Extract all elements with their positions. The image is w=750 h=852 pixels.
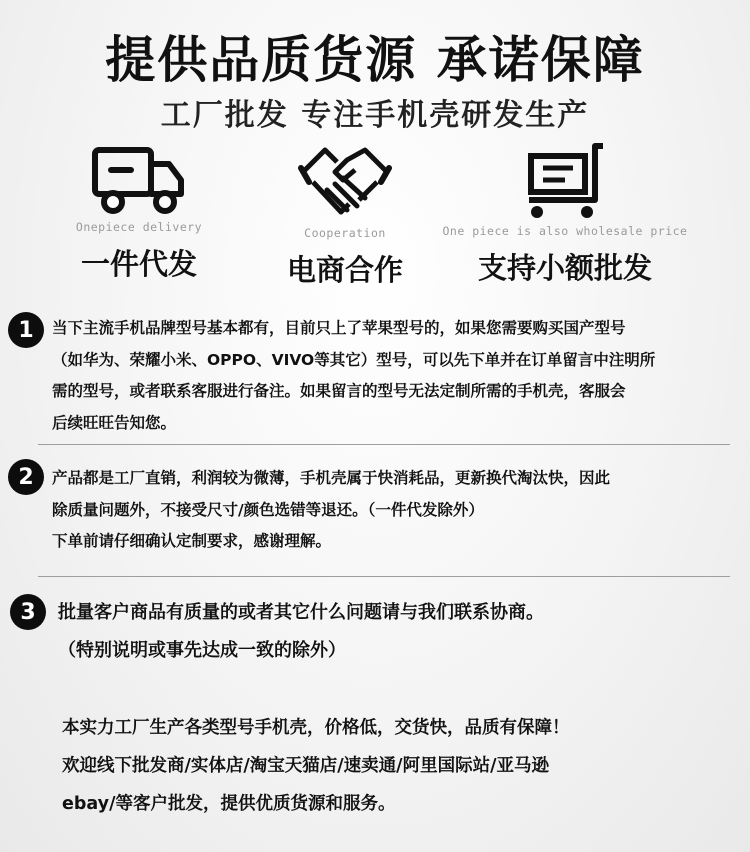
feature-cn-label: 电商合作	[286, 253, 403, 287]
closing-line: 欢迎线下批发商/实体店/淘宝天猫店/速卖通/阿里国际站/亚马逊	[62, 756, 549, 776]
notice-line: 产品都是工厂直销，利润较为微薄，手机壳属于快消耗品，更新换代淘汰快，因此	[52, 469, 611, 487]
closing-line: ebay/等客户批发，提供优质货源和服务。	[62, 794, 396, 814]
notice-line: 需的型号，或者联系客服进行备注。如果留言的型号无法定制所需的手机壳，客服会	[52, 382, 626, 400]
notice-3-text	[58, 594, 748, 670]
closing-line: 本实力工厂生产各类型号手机壳，价格低，交货快，品质有保障！	[62, 718, 570, 738]
notice-line: （特别说明或事先达成一致的除外）	[58, 640, 346, 661]
feature-wholesale	[440, 142, 690, 287]
cart-icon	[517, 142, 613, 222]
truck-icon	[91, 142, 187, 218]
feature-en-label: Onepiece delivery	[75, 220, 203, 234]
feature-en-label: Cooperation	[304, 226, 386, 240]
page-subtitle: 工厂批发 专注手机壳研发生产	[160, 98, 590, 133]
closing-text	[62, 709, 732, 823]
notice-line: 下单前请仔细确认定制要求，感谢理解。	[52, 532, 332, 550]
divider	[38, 576, 730, 577]
notice-line: （如华为、荣耀小米、OPPO、VIVO等其它）型号，可以先下单并在订单留言中注明所	[52, 350, 656, 369]
feature-en-label: One piece is also wholesale price	[442, 224, 688, 238]
notice-1-text	[52, 313, 742, 439]
notice-number-badge: 2	[8, 459, 44, 495]
notice-number-badge: 3	[10, 594, 46, 630]
notice-line: 当下主流手机品牌型号基本都有，目前只上了苹果型号的，如果您需要购买国产型号	[52, 319, 626, 337]
notice-number-badge: 1	[8, 312, 44, 348]
notice-2-text	[52, 463, 742, 558]
notice-line: 除质量问题外，不接受尺寸/颜色选错等退还。（一件代发除外）	[52, 500, 484, 519]
handshake-icon	[297, 142, 393, 224]
notice-line: 批量客户商品有质量的或者其它什么问题请与我们联系协商。	[58, 602, 544, 623]
divider	[38, 444, 730, 445]
notice-line: 后续旺旺告知您。	[52, 413, 177, 432]
feature-cn-label: 支持小额批发	[477, 251, 652, 285]
page-title: 提供品质货源 承诺保障	[105, 31, 645, 89]
feature-cooperation	[220, 142, 470, 289]
feature-cn-label: 一件代发	[80, 247, 197, 281]
